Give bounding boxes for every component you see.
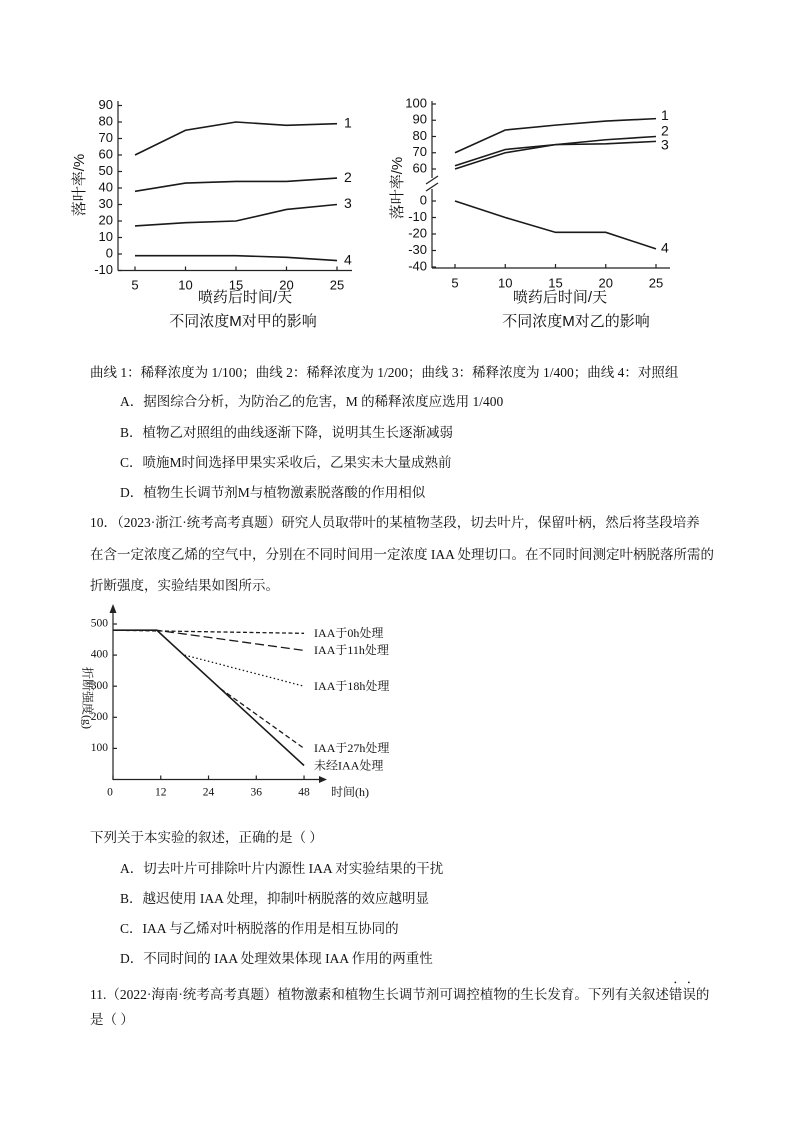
q10-option-d: D．不同时间的 IAA 处理效果体现 IAA 作用的两重性 xyxy=(120,951,433,966)
series-label-2: IAA于11h处理 xyxy=(314,643,389,658)
y-tick-label: 100 xyxy=(405,95,427,111)
curve-3-line xyxy=(135,205,337,226)
x-tick-label: 15 xyxy=(228,277,244,293)
y-tick-label: 80 xyxy=(412,127,427,143)
x-tick-label: 25 xyxy=(329,277,345,293)
curve-4-label: 4 xyxy=(661,239,669,256)
curve-3-label: 3 xyxy=(661,136,669,153)
curve-1-label: 1 xyxy=(344,114,352,131)
y-tick-label: 50 xyxy=(98,162,113,178)
q11-stem-line-2: 是（ ） xyxy=(90,1012,134,1027)
curve-2-line xyxy=(455,137,656,166)
x-tick-label: 24 xyxy=(202,786,215,799)
y-tick-label: 90 xyxy=(98,96,113,112)
chart-break-strength xyxy=(70,600,420,805)
y-tick-label: 400 xyxy=(90,648,108,661)
q9-legend-note: 曲线 1：稀释浓度为 1/100；曲线 2：稀释浓度为 1/200；曲线 3：稀释浓度为 1/400；曲线 4：对照组 xyxy=(90,365,679,380)
y-tick-label: 300 xyxy=(90,679,108,692)
curve-4-line xyxy=(455,201,656,249)
chart-caption: 不同浓度M对乙的影响 xyxy=(502,312,650,330)
y-tick-label: 0 xyxy=(419,192,427,208)
y-tick-label: 100 xyxy=(90,742,108,755)
curve-4-line xyxy=(135,256,337,261)
q10-stem-line-3: 折断强度，实验结果如图所示。 xyxy=(90,578,279,593)
x-tick-label: 5 xyxy=(451,275,459,291)
y-tick-label: 0 xyxy=(105,245,113,261)
x-axis-label: 喷药后时间/天 xyxy=(197,288,293,306)
y-tick-label: 200 xyxy=(90,710,108,723)
series-line-2 xyxy=(113,630,304,650)
curve-2-label: 2 xyxy=(661,122,669,139)
q10-stem-line-1: 10．（2023·浙江·统考高考真题）研究人员取带叶的某植物茎段，切去叶片，保留叶柄，然后将茎段培养 xyxy=(90,515,700,530)
x-tick-label: 48 xyxy=(298,786,310,799)
q9-option-b: B．植物乙对照组的曲线逐渐下降，说明其生长逐渐减弱 xyxy=(120,425,454,440)
y-tick-label: 80 xyxy=(98,113,113,129)
q10-stem-line-2: 在含一定浓度乙烯的空气中，分别在不同时间用一定浓度 IAA 处理切口。在不同时间测定叶柄脱落所需的 xyxy=(90,547,714,562)
series-label-4: IAA于27h处理 xyxy=(314,741,390,756)
series-label-3: IAA于18h处理 xyxy=(314,678,390,693)
q10-option-c: C．IAA 与乙烯对叶柄脱落的作用是相互协同的 xyxy=(120,921,399,936)
q9-option-a: A．据图综合分析，为防治乙的危害，M 的稀释浓度应选用 1/400 xyxy=(120,394,504,409)
curve-4-label: 4 xyxy=(344,251,352,268)
x-tick-label: 15 xyxy=(548,275,563,291)
y-tick-label: 30 xyxy=(98,195,113,211)
curve-2-line xyxy=(135,178,337,191)
q9-option-d: D．植物生长调节剂M与植物激素脱落酸的作用相似 xyxy=(120,485,426,500)
q11-stem-prefix: 11.（2022·海南·统考高考真题）植物激素和植物生长调节剂可调控植物的生长发育。下列有关叙述 xyxy=(90,987,669,1002)
q11-emphasis-word: 错误 xyxy=(668,987,696,1002)
series-line-5 xyxy=(113,630,304,765)
curve-1-label: 1 xyxy=(661,106,669,123)
x-tick-label: 10 xyxy=(498,275,513,291)
x-tick-label: 10 xyxy=(178,277,193,293)
y-tick-label: -40 xyxy=(408,258,427,274)
chart-leaf-drop-jia xyxy=(60,90,390,340)
curve-3-label: 3 xyxy=(344,195,352,212)
y-axis-label: 落叶率/% xyxy=(388,156,406,220)
q10-question: 下列关于本实验的叙述，正确的是（ ） xyxy=(90,830,323,845)
curve-2-label: 2 xyxy=(344,168,352,185)
y-tick-label: 70 xyxy=(412,144,427,160)
curve-1-line xyxy=(135,122,337,155)
chart-leaf-drop-yi xyxy=(370,90,700,340)
y-tick-label: 20 xyxy=(98,212,113,228)
x-tick-label: 36 xyxy=(250,786,263,799)
y-tick-label: -10 xyxy=(94,261,113,277)
x-axis-arrow xyxy=(319,776,327,783)
x-tick-label: 12 xyxy=(155,786,167,799)
x-tick-label: 20 xyxy=(279,277,294,293)
y-axis-label: 折断强度(g) xyxy=(80,667,95,729)
series-label-5: 未经IAA处理 xyxy=(314,758,384,773)
q11-stem-suffix: 的 xyxy=(695,987,710,1002)
y-tick-label: -10 xyxy=(408,208,427,224)
series-line-4 xyxy=(220,689,304,749)
x-tick-label: 20 xyxy=(598,275,613,291)
q9-option-c: C．喷施M时间选择甲果实采收后，乙果实未大量成熟前 xyxy=(120,455,452,470)
y-tick-label: 70 xyxy=(98,129,113,145)
y-tick-label: -30 xyxy=(408,241,427,257)
q10-option-b: B．越迟使用 IAA 处理，抑制叶柄脱落的效应越明显 xyxy=(120,891,430,906)
y-tick-label: 90 xyxy=(412,111,427,127)
series-label-1: IAA于0h处理 xyxy=(314,626,384,641)
x-tick-label: 0 xyxy=(107,786,113,799)
y-tick-label: 500 xyxy=(90,617,108,630)
q11-stem-line-1 xyxy=(90,979,709,1005)
y-tick-label: 60 xyxy=(98,146,113,162)
series-line-3 xyxy=(185,655,304,686)
x-tick-label: 5 xyxy=(131,277,139,293)
x-axis-label: 喷药后时间/天 xyxy=(512,288,608,306)
x-tick-label: 25 xyxy=(648,275,664,291)
y-tick-label: 10 xyxy=(98,228,113,244)
y-axis-arrow xyxy=(110,604,117,613)
x-axis-label: 时间(h) xyxy=(331,784,369,799)
chart-caption: 不同浓度M对甲的影响 xyxy=(169,312,317,330)
y-tick-label: 60 xyxy=(412,160,427,176)
y-tick-label: 40 xyxy=(98,179,113,195)
curve-1-line xyxy=(455,119,656,153)
q10-option-a: A．切去叶片可排除叶片内源性 IAA 对实验结果的干扰 xyxy=(120,861,444,876)
y-tick-label: -20 xyxy=(408,225,427,241)
y-axis-label: 落叶率/% xyxy=(70,153,88,217)
